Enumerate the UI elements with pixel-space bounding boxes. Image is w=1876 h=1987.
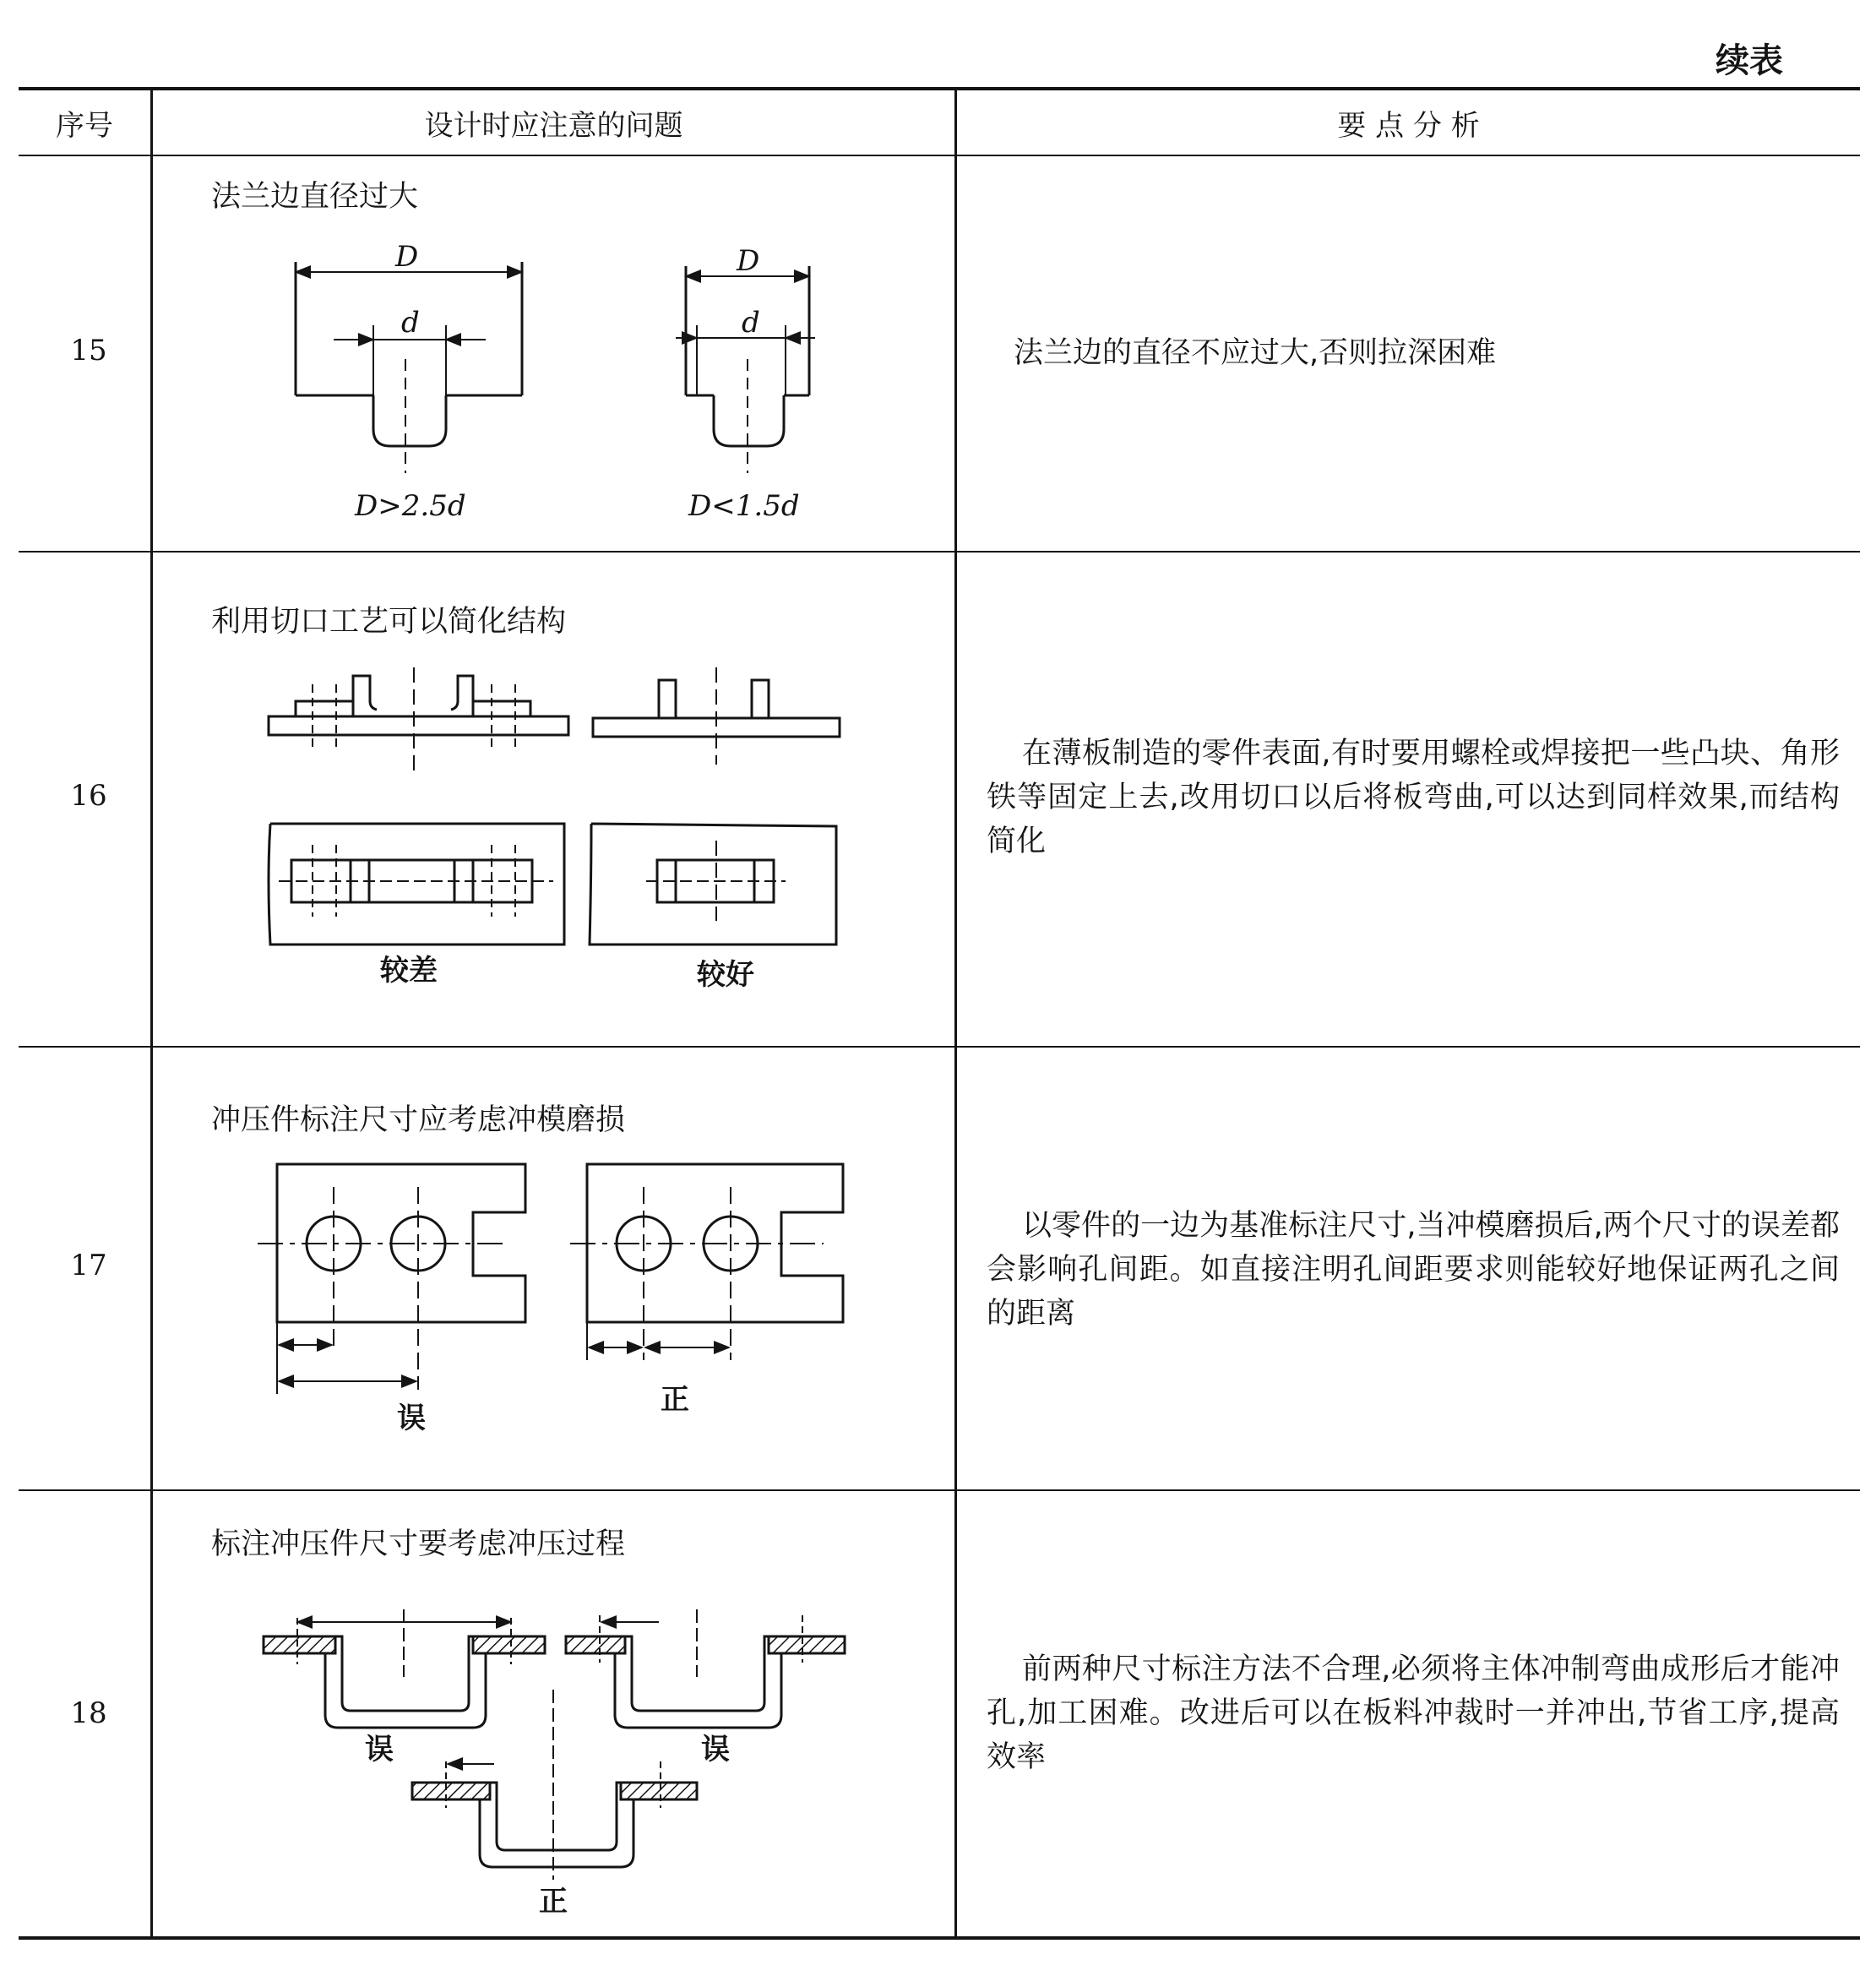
header-issue: 设计时应注意的问题: [424, 109, 683, 143]
flange-small-caption: D<1.5d: [688, 489, 800, 523]
stamp-right-caption: 正: [539, 1885, 568, 1919]
row-15-issue: 法兰边直径过大: [211, 180, 419, 214]
flange-small-d-label: d: [742, 306, 760, 340]
flange-large-D-label: D: [395, 240, 419, 274]
cutout-better-side-view: [593, 667, 840, 765]
row-15-analysis: 法兰边的直径不应过大,否则拉深困难: [1014, 336, 1497, 370]
punch-wrong-drawing: [258, 1164, 525, 1394]
continued-label: 续表: [1716, 41, 1783, 80]
flange-small-D-label: D: [737, 244, 760, 278]
stamp-right-drawing: [412, 1690, 697, 1880]
flange-large-drawing: [296, 262, 522, 473]
stamp-wrong2-drawing: [566, 1609, 845, 1728]
stamp-wrong1-caption: 误: [365, 1733, 394, 1767]
punch-right-drawing: [570, 1164, 843, 1360]
header-no: 序号: [56, 109, 113, 143]
flange-large-d-label: d: [401, 306, 420, 340]
row-17-analysis: 以零件的一边为基准标注尺寸,当冲模磨损后,两个尺寸的误差都会影响孔间距。如直接注明孔间距要求则能较好地保证两孔之间的距离: [987, 1209, 1840, 1331]
row-18-analysis: 前两种尺寸标注方法不合理,必须将主体冲制弯曲成形后才能冲孔,加工困难。改进后可以在板料冲裁时一并冲出,节省工序,提高效率: [987, 1652, 1840, 1774]
flange-large-caption: D>2.5d: [355, 489, 466, 523]
punch-right-caption: 正: [661, 1383, 689, 1417]
cutout-worse-caption: 较差: [380, 954, 438, 988]
row-18-number: 18: [70, 1696, 107, 1730]
stamp-wrong2-caption: 误: [701, 1733, 730, 1767]
punch-wrong-caption: 误: [397, 1402, 426, 1435]
cutout-better-top-view: [590, 824, 836, 945]
flange-small-drawing: [676, 266, 815, 473]
cutout-better-caption: 较好: [697, 958, 754, 992]
cutout-worse-top-view: [269, 824, 564, 945]
row-16-number: 16: [70, 779, 107, 813]
row-17-issue: 冲压件标注尺寸应考虑冲模磨损: [211, 1103, 626, 1137]
header-analysis: 要 点 分 析: [1337, 109, 1480, 143]
cutout-worse-side-view: [269, 667, 568, 773]
row-16-issue: 利用切口工艺可以简化结构: [211, 605, 567, 639]
stamp-wrong1-drawing: [264, 1609, 545, 1728]
row-15-number: 15: [70, 334, 107, 367]
row-18-issue: 标注冲压件尺寸要考虑冲压过程: [211, 1527, 626, 1561]
row-17-number: 17: [70, 1249, 107, 1282]
row-16-analysis: 在薄板制造的零件表面,有时要用螺栓或焊接把一些凸块、角形铁等固定上去,改用切口以后将板弯曲,可以达到同样效果,而结构简化: [987, 737, 1840, 858]
